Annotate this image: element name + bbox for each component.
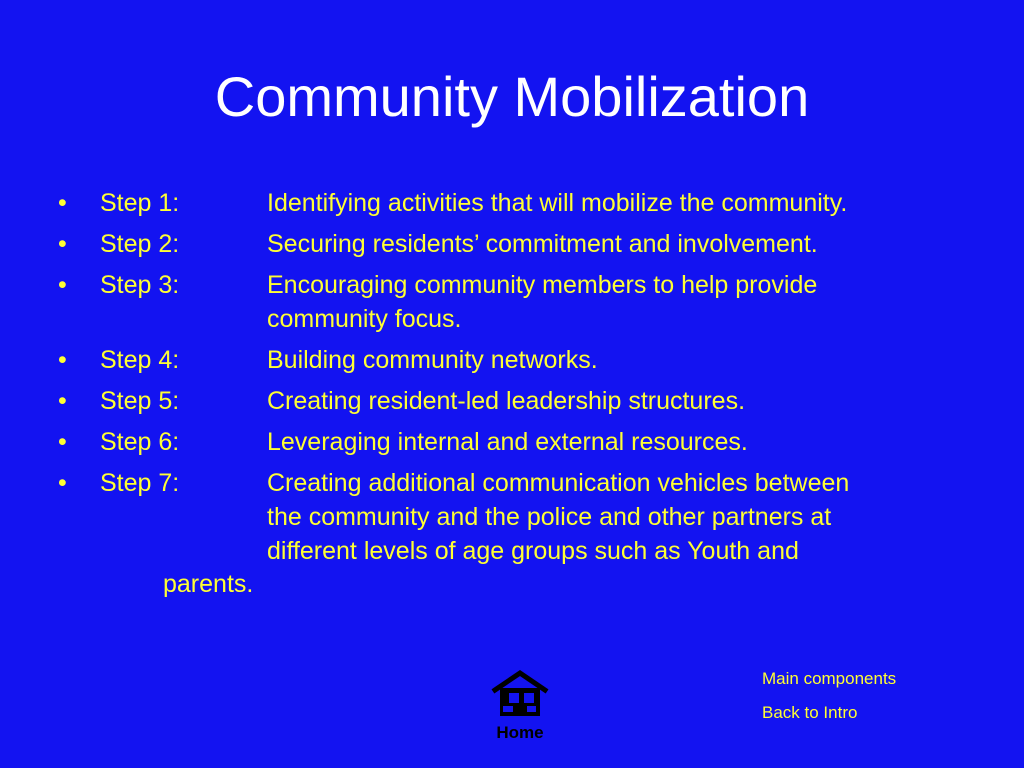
step-label: Step 2:: [100, 230, 180, 258]
back-to-intro-link[interactable]: Back to Intro: [762, 703, 858, 722]
step-description-line: Leveraging internal and external resources.: [267, 428, 748, 456]
home-icon: [487, 668, 553, 724]
step-label: Step 7:: [100, 469, 180, 497]
step-description-line: Creating additional communication vehicles between: [267, 469, 850, 497]
step-description-line: the community and the police and other partners at: [267, 503, 832, 531]
slide-navigation: [762, 662, 982, 730]
bullet-icon: •: [58, 230, 67, 258]
step-description: [267, 343, 947, 377]
step-description: [267, 425, 947, 459]
home-label: Home: [496, 723, 544, 742]
bullet-icon: •: [58, 469, 67, 497]
step-label: Step 3:: [100, 271, 180, 299]
step-description-line: Identifying activities that will mobilize the community.: [267, 189, 848, 217]
bullet-icon: •: [58, 387, 67, 415]
bullet-icon: •: [58, 271, 67, 299]
step-label: Step 4:: [100, 346, 180, 374]
step-description-line: Encouraging community members to help provide: [267, 271, 818, 299]
step-description: [267, 466, 947, 568]
step-description-line: Building community networks.: [267, 346, 598, 374]
step-description: [267, 268, 947, 336]
step-description-line: Creating resident-led leadership structures.: [267, 387, 746, 415]
step-description-line: different levels of age groups such as Youth and: [267, 537, 799, 565]
bullet-icon: •: [58, 346, 67, 374]
bullet-icon: •: [58, 428, 67, 456]
slide-title: Community Mobilization: [214, 65, 810, 128]
step-label: Step 6:: [100, 428, 180, 456]
step-description-line: community focus.: [267, 305, 462, 333]
main-components-link[interactable]: Main components: [762, 669, 897, 688]
step-description: [267, 186, 947, 220]
bullet-icon: •: [58, 189, 67, 217]
step-label: Step 5:: [100, 387, 180, 415]
step-description: [267, 384, 947, 418]
step-label: Step 1:: [100, 189, 180, 217]
step-description-line: Securing residents’ commitment and involvement.: [267, 230, 818, 258]
step-description: [267, 227, 947, 261]
step-continuation-text: parents.: [163, 570, 254, 598]
home-button[interactable]: [487, 668, 553, 744]
